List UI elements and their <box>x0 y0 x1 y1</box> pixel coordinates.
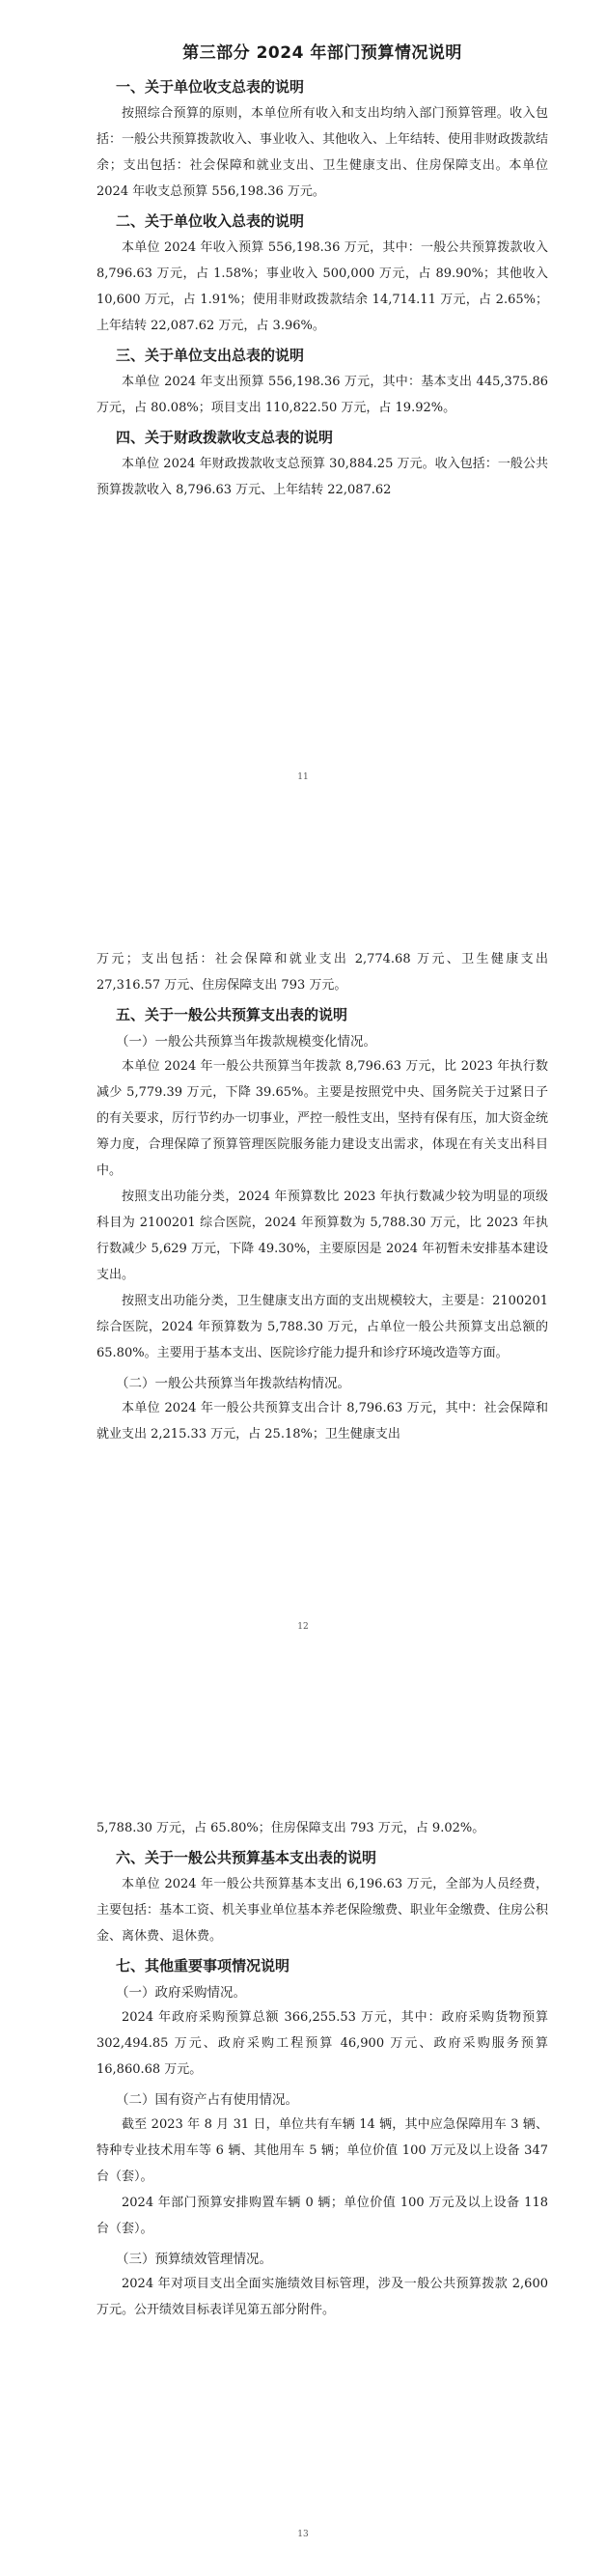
section-4-body-part2: 万元；支出包括：社会保障和就业支出 2,774.68 万元、卫生健康支出 27,316.57 万元、住房保障支出 793 万元。 <box>96 952 548 993</box>
section-5-p3: 按照支出功能分类，卫生健康支出方面的支出规模较大，主要是：2100201 综合医院，2024 年预算数为 5,788.30 万元，占单位一般公共预算支出总额的 65.80%。主要用于基本支出、医院诊疗能力提升和诊疗环境改造等方面。 <box>96 1294 548 1360</box>
section-5-p4-part1: 本单位 2024 年一般公共预算支出合计 8,796.63 万元，其中：社会保障和就业支出 2,215.33 万元，占 25.18%；卫生健康支出 <box>96 1401 548 1442</box>
section-5-p1: 本单位 2024 年一般公共预算当年拨款 8,796.63 万元，比 2023 年执行数减少 5,779.39 万元，下降 39.65%。主要是按照党中央、国务院关于过紧日子的有关要求，厉行节约办一切事业，严控一般性支出，坚持有保有压，加大资金统筹力度，合理保障了预算管理医院服务能力建设支出需求，体现在有关支出科目中。 <box>96 1059 549 1178</box>
section-7-p4: 2024 年对项目支出全面实施绩效目标管理，涉及一般公共预算拨款 2,600 万元。公开绩效目标表详见第五部分附件。 <box>96 2277 548 2317</box>
section-7-p3: 2024 年部门预算安排购置车辆 0 辆；单位价值 100 万元及以上设备 118 台（套）。 <box>96 2196 548 2236</box>
section-7-sub2: （二）国有资产占有使用情况。 <box>116 2092 298 2108</box>
section-5-heading: 五、关于一般公共预算支出表的说明 <box>116 1006 348 1023</box>
section-1-body: 按照综合预算的原则，本单位所有收入和支出均纳入部门预算管理。收入包括：一般公共预算拨款收入、事业收入、其他收入、上年结转、使用非财政拨款结余；支出包括：社会保障和就业支出、卫生健康支出、住房保障支出。本单位 2024 年收支总预算 556,198.36 万元。 <box>96 106 549 199</box>
section-7-heading: 七、其他重要事项情况说明 <box>116 1957 290 1974</box>
section-7-sub3: （三）预算绩效管理情况。 <box>116 2252 272 2267</box>
section-5-sub2: （二）一般公共预算当年拨款结构情况。 <box>116 1376 350 1391</box>
section-3-body: 本单位 2024 年支出预算 556,198.36 万元，其中：基本支出 445,375.86 万元，占 80.08%；项目支出 110,822.50 万元，占 19.92%。 <box>96 375 548 415</box>
section-5-p2: 按照支出功能分类，2024 年预算数比 2023 年执行数减少较为明显的项级科目为 2100201 综合医院，2024 年预算数为 5,788.30 万元，比 2023 年执行数减少 5,629 万元，下降 49.30%，主要原因是 2024 年初暂未安排基本建设支出。 <box>96 1190 548 1282</box>
page-number: 13 <box>297 2530 309 2539</box>
section-6-body: 本单位 2024 年一般公共预算基本支出 6,196.63 万元，全部为人员经费，主要包括：基本工资、机关事业单位基本养老保险缴费、职业年金缴费、住房公积金、离休费、退休费。 <box>96 1877 549 1944</box>
section-5-p4-part2: 5,788.30 万元，占 65.80%；住房保障支出 793 万元，占 9.02%。 <box>96 1821 485 1835</box>
section-4-body-part1: 本单位 2024 年财政拨款收支总预算 30,884.25 万元。收入包括：一般公共预算拨款收入 8,796.63 万元、上年结转 22,087.62 <box>96 457 548 497</box>
page-13 <box>0 1815 606 2323</box>
page-number: 11 <box>297 772 309 782</box>
section-4-heading: 四、关于财政拨款收支总表的说明 <box>116 429 334 446</box>
page-number: 12 <box>297 1622 309 1632</box>
section-5-sub1: （一）一般公共预算当年拨款规模变化情况。 <box>116 1034 376 1050</box>
section-7-p2: 截至 2023 年 8 月 31 日，单位共有车辆 14 辆，其中应急保障用车 3 辆、特种专业技术用车等 6 辆、其他用车 5 辆；单位价值 100 万元及以上设备 347 台（套）。 <box>96 2117 548 2184</box>
section-3-heading: 三、关于单位支出总表的说明 <box>116 347 305 364</box>
section-1-heading: 一、关于单位收支总表的说明 <box>116 78 305 96</box>
section-2-body: 本单位 2024 年收入预算 556,198.36 万元，其中：一般公共预算拨款收入 8,796.63 万元，占 1.58%；事业收入 500,000 万元，占 89.90%；其他收入 10,600 万元，占 1.91%；使用非财政拨款结余 14,714.11 万元，占 2.65%；上年结转 22,087.62 万元，占 3.96%。 <box>96 240 548 333</box>
section-7-p1: 2024 年政府采购预算总额 366,255.53 万元，其中：政府采购货物预算 302,494.85 万元、政府采购工程预算 46,900 万元、政府采购服务预算 16,860.68 万元。 <box>96 2010 548 2077</box>
section-2-heading: 二、关于单位收入总表的说明 <box>116 212 305 230</box>
section-7-sub1: （一）政府采购情况。 <box>116 1985 246 2001</box>
section-6-heading: 六、关于一般公共预算基本支出表的说明 <box>116 1849 377 1866</box>
page-12 <box>0 946 606 1447</box>
document-title: 第三部分 2024 年部门预算情况说明 <box>182 43 462 63</box>
page-11 <box>0 39 606 503</box>
